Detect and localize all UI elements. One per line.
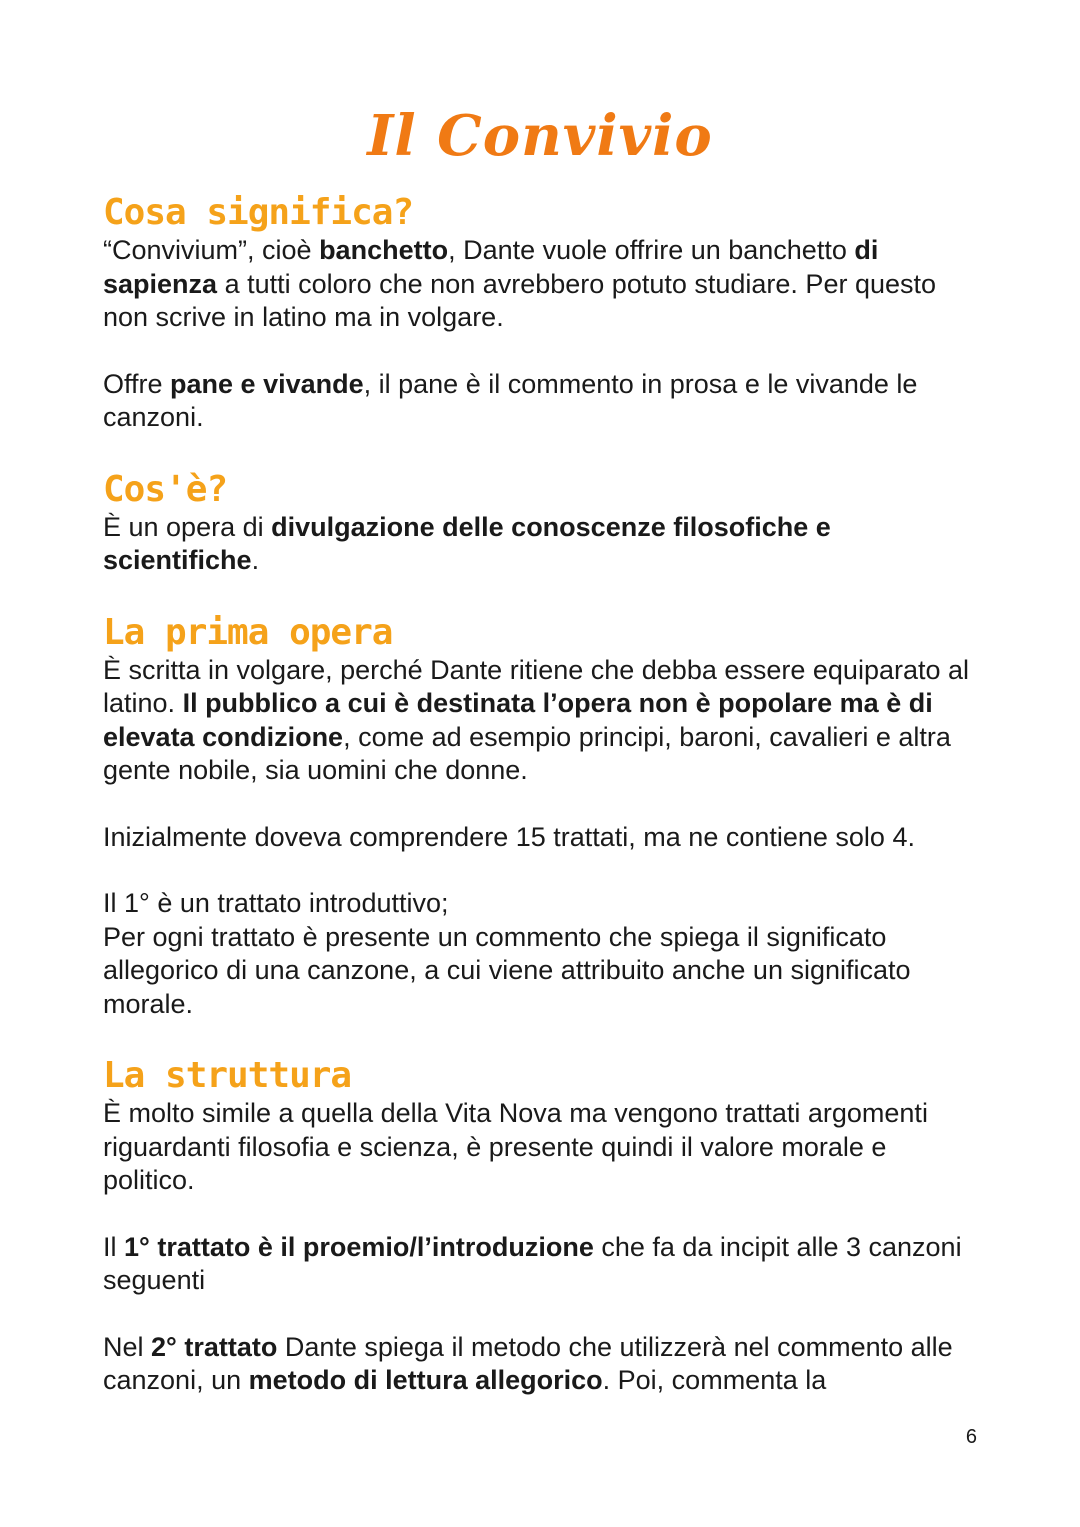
bold-text: divulgazione delle conoscenze filosofiche e scientifiche bbox=[103, 511, 831, 575]
section-heading: La prima opera bbox=[103, 611, 393, 653]
text-run: È un opera di bbox=[103, 511, 272, 542]
section-heading: La struttura bbox=[103, 1055, 352, 1096]
bold-text: 2° trattato bbox=[151, 1331, 278, 1362]
page-number: 6 bbox=[965, 1426, 977, 1448]
paragraph: È molto simile a quella della Vita Nova ma vengono trattati argomenti riguardanti filosofia e scienza, è presente quindi il valore morale e politico. bbox=[103, 1098, 928, 1195]
text-run: Nel bbox=[103, 1331, 152, 1362]
section-la-struttura bbox=[103, 1055, 983, 1398]
paragraph bbox=[103, 234, 983, 335]
text-run: . Poi, commenta la bbox=[602, 1365, 827, 1395]
paragraph bbox=[103, 511, 983, 578]
section-heading: Cosa significa? bbox=[103, 192, 414, 233]
text-run: a tutti coloro che non avrebbero potuto studiare. Per questo non scrive in latino ma in volgare. bbox=[103, 268, 937, 332]
bold-text: banchetto bbox=[319, 235, 449, 265]
bold-text: di sapienza bbox=[103, 235, 879, 299]
text-run: , come ad esempio principi, baroni, cavalieri e altra gente nobile, sia uomini che donne. bbox=[103, 721, 951, 785]
text-run: È scritta in volgare, perché Dante ritiene che debba essere equiparato al latino. bbox=[103, 654, 970, 718]
paragraph bbox=[103, 1331, 983, 1398]
bold-text: metodo di lettura allegorico bbox=[248, 1365, 603, 1395]
paragraph: Inizialmente doveva comprendere 15 trattati, ma ne contiene solo 4. bbox=[103, 821, 915, 852]
bold-text: 1° trattato è il proemio/l’introduzione bbox=[124, 1231, 594, 1262]
paragraph bbox=[103, 654, 983, 788]
text-run: Il bbox=[103, 1231, 125, 1262]
text-run: , Dante vuole offrire un banchetto bbox=[448, 235, 855, 265]
section-heading: Cos'è? bbox=[103, 468, 228, 510]
document-body bbox=[103, 192, 983, 1398]
section-cos-e bbox=[103, 469, 983, 578]
text-run: , il pane è il commento in prosa e le vivande le canzoni. bbox=[103, 368, 918, 432]
text-run: che fa da incipit alle 3 canzoni seguenti bbox=[103, 1231, 962, 1295]
paragraph: Per ogni trattato è presente un commento che spiega il significato allegorico di una canzone, a cui viene attribuito anche un significato morale. bbox=[103, 921, 911, 1019]
paragraph bbox=[103, 368, 983, 435]
bold-text: Il pubblico a cui è destinata l’opera non è popolare ma è di elevata condizione bbox=[103, 688, 933, 752]
text-run: Dante spiega il metodo che utilizzerà nel commento alle canzoni, un bbox=[103, 1331, 953, 1395]
text-run: . bbox=[251, 545, 260, 575]
section-la-prima-opera bbox=[103, 612, 983, 1022]
page-title: Il Convivio bbox=[367, 103, 713, 169]
section-cosa-significa bbox=[103, 192, 983, 435]
bold-text: pane e vivande bbox=[170, 368, 364, 399]
paragraph bbox=[103, 1231, 983, 1298]
text-run: Offre bbox=[103, 368, 171, 399]
text-run: “Convivium”, cioè bbox=[103, 235, 320, 265]
paragraph: Il 1° è un trattato introduttivo; bbox=[103, 888, 449, 918]
